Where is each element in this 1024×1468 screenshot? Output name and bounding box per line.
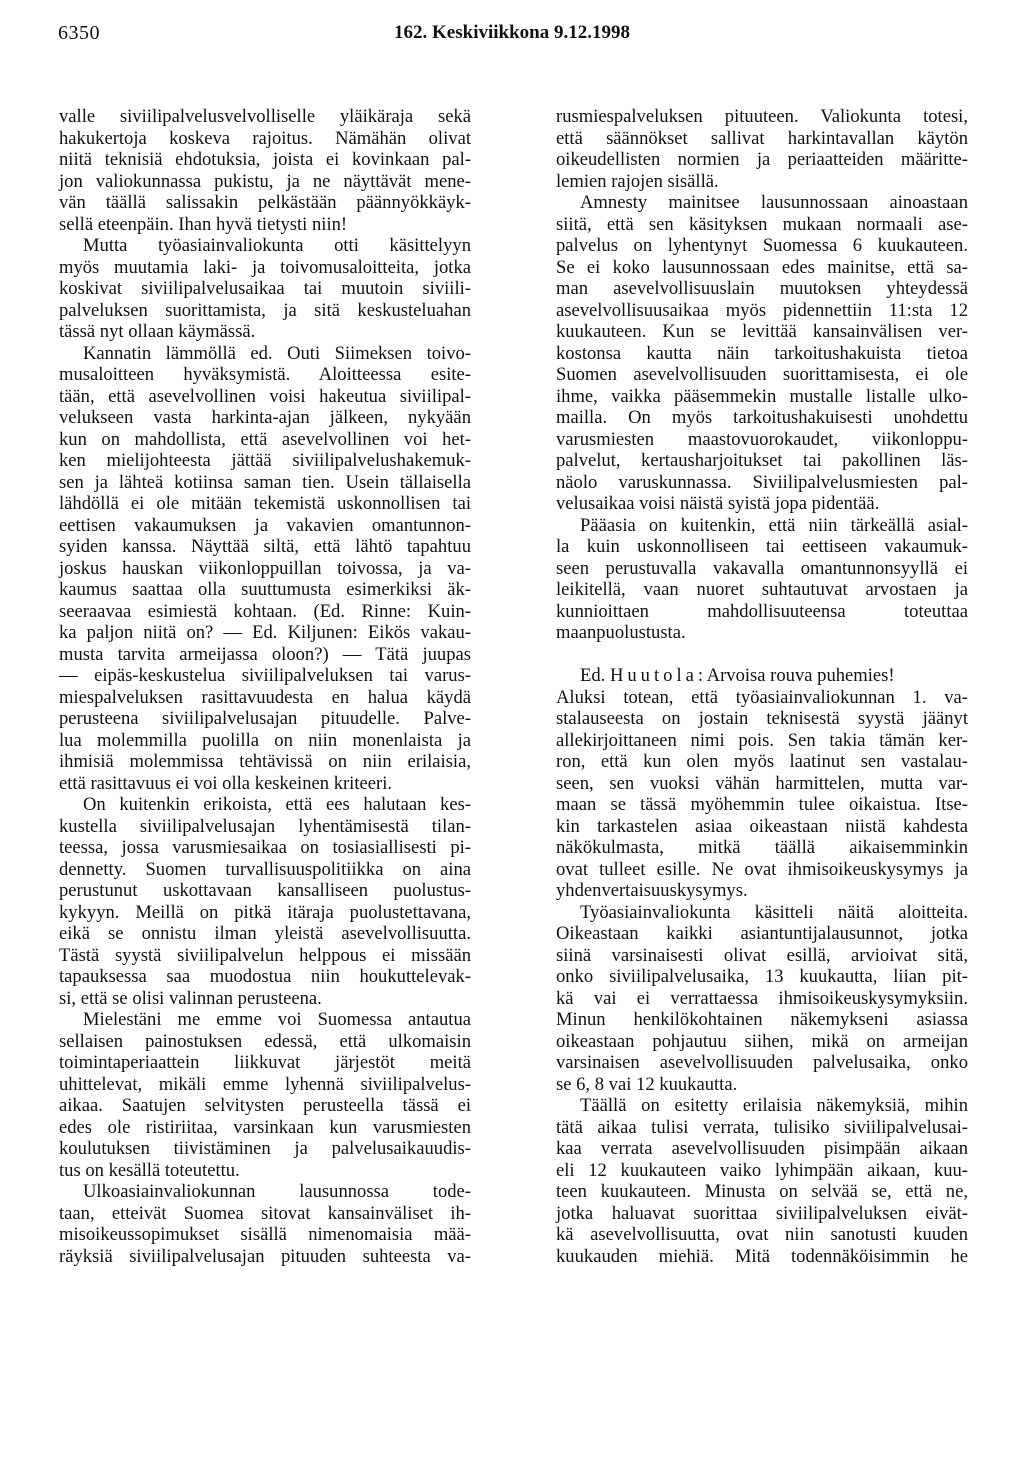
text-line: siinä varsinaisesti olivat esillä, arvioivat sitä, xyxy=(556,944,968,966)
text-line: maanpuolustusta. xyxy=(556,622,686,643)
text-line: seen perustuvalla vakavalla omantunnonsyyllä ei xyxy=(556,557,968,579)
text-line: velusaikaa voisi näistä syistä jopa pidentää. xyxy=(556,493,880,514)
text-line: palvelus on lyhentynyt Suomessa 6 kuukauteen. xyxy=(556,235,968,256)
text-line: kä asevelvollisuutta, ovat niin sanotusti kuuden xyxy=(556,1224,968,1245)
text-line: että säännökset sallivat harkintavallan käytön xyxy=(556,127,968,149)
speaker-prefix: Ed. xyxy=(580,665,610,686)
text-line: miespalveluksen rasittavuudesta en halua käydä xyxy=(59,686,471,708)
text-line: ka paljon niitä on? — Ed. Kiljunen: Eikös vakau- xyxy=(59,622,471,643)
text-line: palvelut, kertausharjoitukset tai pakollinen läs- xyxy=(556,450,968,471)
text-line: edes ole ristiriitaa, varsinkaan kun varusmiesten xyxy=(59,1116,471,1138)
text-line: Minun henkilökohtainen näkemykseni asiassa xyxy=(556,1009,968,1030)
text-line: Työasiainvaliokunta käsitteli näitä aloitteita. xyxy=(580,901,968,923)
text-line: syiden kanssa. Näyttää siltä, että lähtö tapahtuu xyxy=(59,536,471,557)
text-line: koskivat siviilipalvelusaikaa tai muutoin siviili- xyxy=(59,278,471,299)
text-line: siitä, että sen käsityksen mukaan normaali ase- xyxy=(556,213,968,235)
text-line: allekirjoittaneen nimi pois. Sen takia tämän ker- xyxy=(556,729,968,751)
text-line: ihmisiä molemmissa tehtävissä on niin erilaisia, xyxy=(59,751,471,772)
text-line: jon valiokunnassa pukistu, ja ne näyttävät mene- xyxy=(59,170,471,192)
text-line: — eipäs-keskustelua siviilipalveluksen tai varus- xyxy=(59,665,471,686)
text-line: leikitellä, vaan nuoret suhtautuvat arvostaen ja xyxy=(556,579,968,600)
text-line: Amnesty mainitsee lausunnossaan ainoastaan xyxy=(580,192,968,213)
right-column xyxy=(556,106,968,1267)
text-line: la kuin uskonnolliseen tai eettiseen vakaumuk- xyxy=(556,536,968,557)
text-line: teen kuukauteen. Minusta on selvää se, että ne, xyxy=(556,1181,968,1202)
text-line: Mielestäni me emme voi Suomessa antautua xyxy=(83,1009,471,1030)
text-line: man asevelvollisuuslain muutoksen yhteydessä xyxy=(556,278,968,299)
text-line: Ulkoasiainvaliokunnan lausunnossa tode- xyxy=(83,1181,471,1202)
text-line: sen ja lähteä kotiinsa saman tien. Usein tällaisella xyxy=(59,471,471,493)
text-line: si, että se olisi valinnan perusteena. xyxy=(59,987,322,1009)
text-line: stalauseesta on jostain teknisestä syystä jäänyt xyxy=(556,708,968,729)
text-line: Täällä on esitetty erilaisia näkemyksiä, mihin xyxy=(580,1095,968,1116)
text-line: tus on kesällä toteutettu. xyxy=(59,1159,240,1181)
text-line: jotka haluavat suorittaa siviilipalveluksen eivät- xyxy=(556,1202,968,1224)
text-line: valle siviilipalvelusvelvolliselle yläikäraja sekä xyxy=(59,106,471,127)
text-line: oikeastaan pohjautuu siihen, mikä on armeijan xyxy=(556,1030,968,1052)
text-line: kun on mahdollista, että asevelvollinen voi het- xyxy=(59,428,471,450)
text-line: kuukauteen. Kun se levittää kansainvälisen ver- xyxy=(556,321,968,342)
text-line: Oikeastaan kaikki asiantuntijalausunnot, jotka xyxy=(556,923,968,944)
left-column xyxy=(59,106,471,1267)
text-line: joskus hauskan viikonloppuillan toivossa, ja va- xyxy=(59,557,471,579)
text-line: onko siviilipalvelusaika, 13 kuukautta, liian pit- xyxy=(556,966,968,987)
text-line: tapauksessa saa muodostua niin houkuttelevak- xyxy=(59,966,471,987)
text-line: ovat tulleet esille. Ne ovat ihmisoikeuskysymys ja xyxy=(556,858,968,880)
text-line: eikä se onnistu ilman yleistä asevelvollisuutta. xyxy=(59,923,471,944)
speaker-name: Huutola xyxy=(609,665,698,686)
text-line: räyksiä siviilipalvelusajan pituuden suhteesta va- xyxy=(59,1245,471,1267)
text-line: kuukauden miehiä. Mitä todennäköisimmin he xyxy=(556,1245,968,1267)
text-line: rusmiespalveluksen pituuteen. Valiokunta totesi, xyxy=(556,106,968,127)
text-line: koulutuksen tiivistäminen ja palvelusaikauudis- xyxy=(59,1138,471,1159)
text-line: lemien rajojen sisällä. xyxy=(556,170,719,192)
text-line: kaumus saattaa olla suuttumusta esimerkiksi äk- xyxy=(59,579,471,600)
paragraph-gap xyxy=(556,644,968,666)
text-line: että rasittavuus ei voi olla keskeinen kriteeri. xyxy=(59,772,393,794)
text-line: taan, etteivät Suomea sitovat kansainväliset ih- xyxy=(59,1202,471,1224)
text-line: Aluksi totean, että työasiainvaliokunnan 1. va- xyxy=(556,686,968,708)
text-line: Kannatin lämmöllä ed. Outi Siimeksen toivo- xyxy=(83,342,471,364)
text-line: näkökulmasta, mitkä täällä aikaisemminkin xyxy=(556,837,968,858)
text-line: toimintaperiaattein liikkuvat järjestöt meitä xyxy=(59,1052,471,1073)
text-line: misoikeussopimukset sisällä nimenomaisia mää- xyxy=(59,1224,471,1245)
text-line: Tästä syystä siviilipalvelun helppous ei missään xyxy=(59,944,471,966)
text-line: vän täällä salissakin pelkästään päännyökkäyk- xyxy=(59,192,471,213)
text-line: On kuitenkin erikoista, että ees halutaan kes- xyxy=(83,794,471,815)
speaker-line xyxy=(556,665,968,687)
speaker-line-text: : Arvoisa rouva puhemies! xyxy=(697,665,895,686)
text-line: niitä teknisiä ehdotuksia, joista ei kovinkaan pal- xyxy=(59,149,471,170)
text-line: eli 12 kuukauteen vaiko lyhimpään aikaan, kuu- xyxy=(556,1159,968,1181)
text-line: dennetty. Suomen turvallisuuspolitiikka on aina xyxy=(59,858,471,880)
text-line: musaloitteen hyväksymistä. Aloitteessa esite- xyxy=(59,364,471,385)
text-line: maan se tässä myöhemmin tulee oikaistua. Itse- xyxy=(556,794,968,815)
text-line: myös muutamia laki- ja toivomusaloitteita, jotka xyxy=(59,256,471,278)
text-line: lähdöllä ei ole mitään tekemistä uskonnollisen tai xyxy=(59,493,471,514)
text-line: tään, että asevelvollinen voisi hakeutua siviilipal- xyxy=(59,385,471,407)
text-line: seen, sen vuoksi vähän harmittelen, mutta var- xyxy=(556,772,968,794)
text-line: näolo varuskunnassa. Siviilipalvelusmiesten pal- xyxy=(556,471,968,493)
page-number: 6350 xyxy=(58,22,100,44)
text-line: palveluksen suorittamista, ja sitä keskusteluahan xyxy=(59,299,471,321)
text-line: velukseen vasta harkinta-ajan jälkeen, nykyään xyxy=(59,407,471,428)
text-line: varsinaisen asevelvollisuuden palvelusaika, onko xyxy=(556,1052,968,1073)
text-line: kustella siviilipalvelusajan lyhentämisestä tilan- xyxy=(59,815,471,837)
text-line: kunnioittaen mahdollisuuteensa toteuttaa xyxy=(556,600,968,622)
text-line: Se ei koko lausunnossaan edes mainitse, että sa- xyxy=(556,256,968,278)
text-line: kä vai ei verrattaessa ihmisoikeuskysymyksiin. xyxy=(556,987,968,1009)
text-line: ken mielijohteesta jättää siviilipalvelushakemuk- xyxy=(59,450,471,471)
text-line: seeraavaa esimiestä kohtaan. (Ed. Rinne: Kuin- xyxy=(59,600,471,622)
text-line: sellä eteenpäin. Ihan hyvä tietysti niin! xyxy=(59,213,348,235)
text-line: kykyyn. Meillä on pitkä itäraja puolustettavana, xyxy=(59,901,471,923)
text-line: perustunut uskottavaan kansalliseen puolustus- xyxy=(59,880,471,901)
text-line: eettisen vakaumuksen ja vakavien omantunnon- xyxy=(59,514,471,536)
text-line: ihme, vaikka pääsemmekin mustalle listalle ulko- xyxy=(556,385,968,407)
text-line: varusmiesten maastovuorokaudet, viikonloppu- xyxy=(556,428,968,450)
text-line: sellaisen painostuksen edessä, että ulkomaisin xyxy=(59,1030,471,1052)
text-line: oikeudellisten normien ja periaatteiden määritte- xyxy=(556,149,968,170)
text-line: kin tarkastelen asiaa oikeastaan niistä kahdesta xyxy=(556,815,968,837)
text-line: Suomen asevelvollisuuden suorittamisesta, ei ole xyxy=(556,364,968,385)
text-line: asevelvollisuusaikaa myös pidennettiin 11:sta 12 xyxy=(556,299,968,321)
text-line: teessa, jossa varusmiesaikaa on tosiasiallisesti pi- xyxy=(59,837,471,858)
text-line: kaa verrata asevelvollisuuden pisimpään aikaan xyxy=(556,1138,968,1159)
text-line: uhittelevat, mikäli emme lyhennä siviilipalvelus- xyxy=(59,1073,471,1095)
text-line: lua molemmilla puolilla on niin monenlaista ja xyxy=(59,729,471,751)
text-line: perusteena siviilipalvelusajan pituudelle. Palve- xyxy=(59,708,471,729)
text-line: tässä nyt ollaan käymässä. xyxy=(59,321,256,342)
text-line: yhdenvertaisuuskysymys. xyxy=(556,880,748,901)
text-line: mailla. On myös tarkoitushakuisesti unohdettu xyxy=(556,407,968,428)
text-line: Mutta työasiainvaliokunta otti käsittelyyn xyxy=(83,235,471,256)
text-line: hakukertoja koskeva rajoitus. Nämähän olivat xyxy=(59,127,471,149)
running-header: 162. Keskiviikkona 9.12.1998 xyxy=(394,22,630,43)
text-line: tätä aikaa tulisi verrata, tulisiko siviilipalvelusai- xyxy=(556,1116,968,1138)
text-line: se 6, 8 vai 12 kuukautta. xyxy=(556,1073,738,1095)
text-line: Pääasia on kuitenkin, että niin tärkeällä asial- xyxy=(580,514,968,536)
text-line: musta tarvita armeijassa oloon?) — Tätä juupas xyxy=(59,643,471,665)
text-line: kostonsa kautta näin tarkoitushakuista tietoa xyxy=(556,342,968,364)
text-line: ron, että kun olen myös laatinut sen vastalau- xyxy=(556,751,968,772)
text-line: aikaa. Saatujen selvitysten perusteella tässä ei xyxy=(59,1095,471,1116)
